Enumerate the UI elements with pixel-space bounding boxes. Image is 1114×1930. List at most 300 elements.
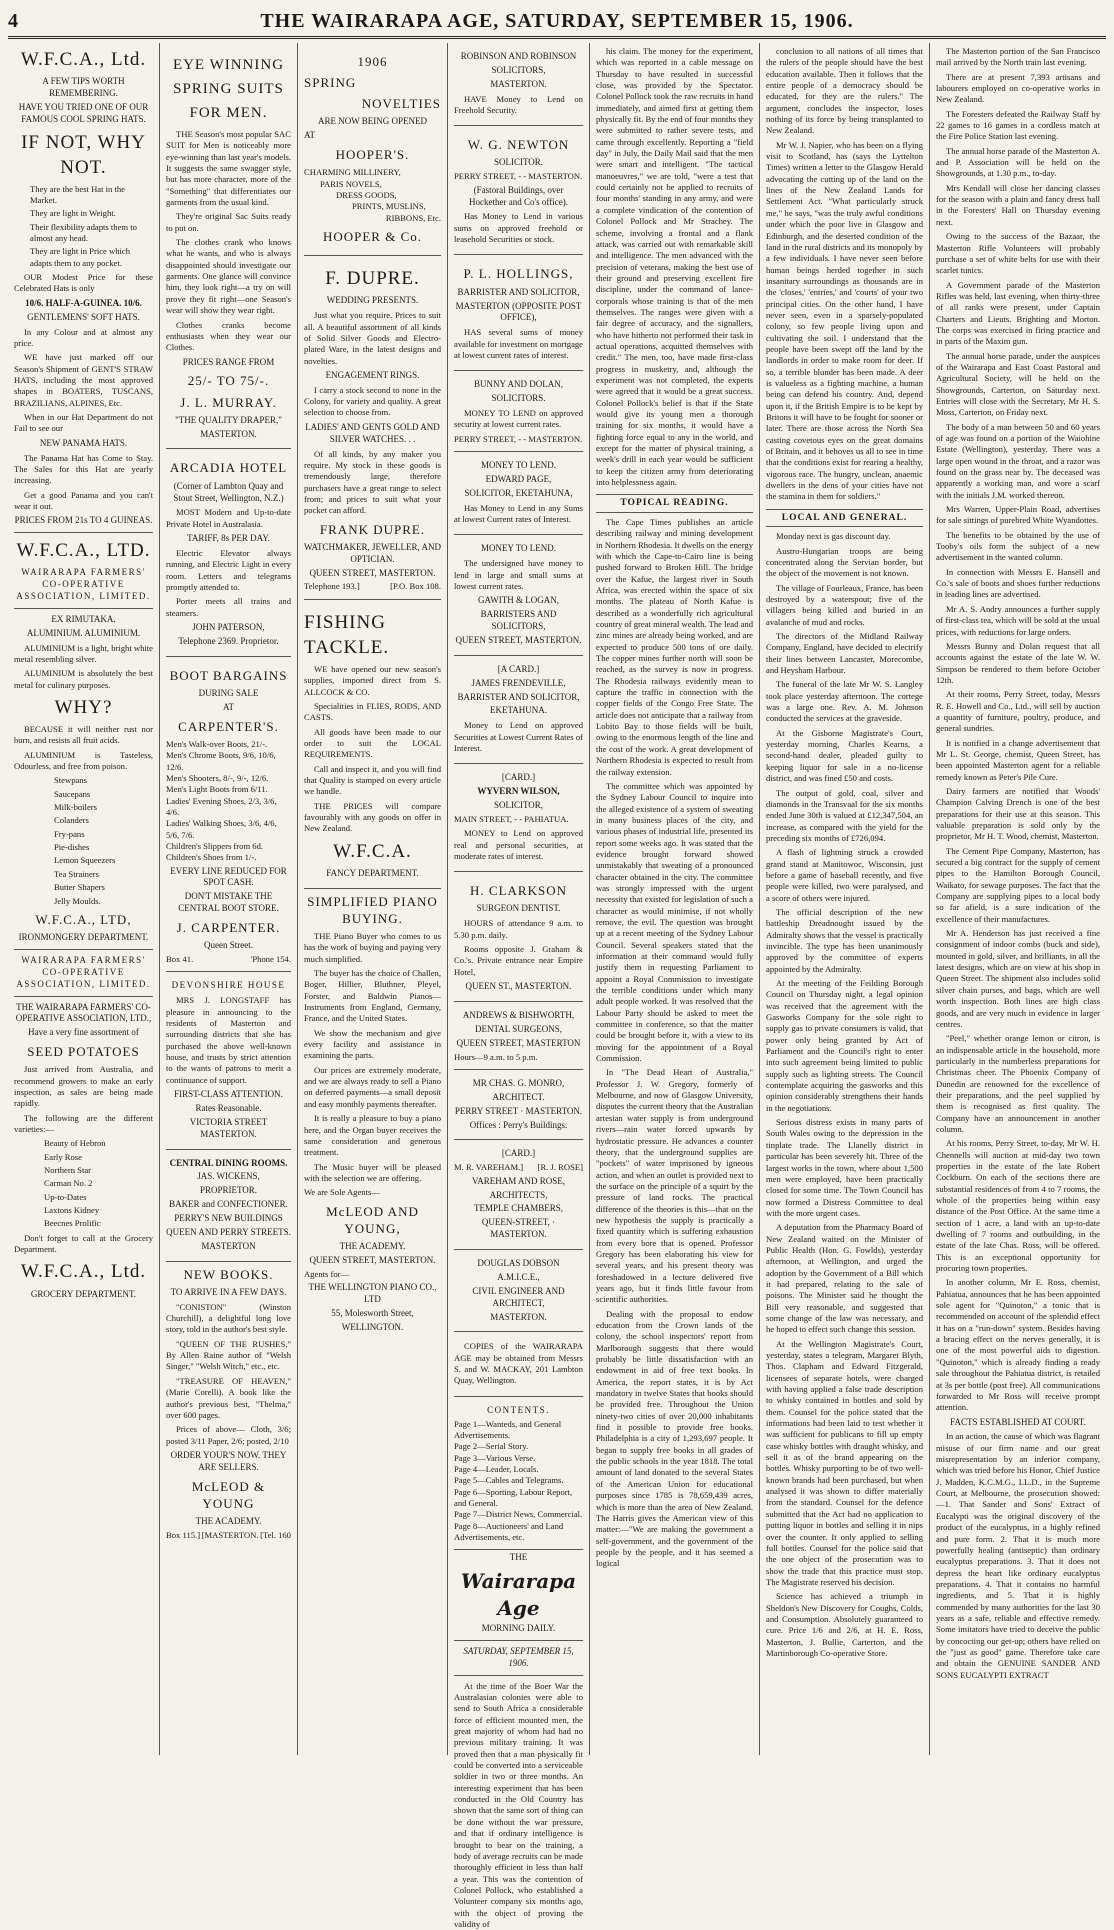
newton-body: Has Money to Lend in various sums on approved freehold or leasehold Securities or stock. — [454, 211, 583, 245]
andrews-hours: Hours—9 a.m. to 5 p.m. — [454, 1051, 538, 1062]
suits-ad — [166, 43, 291, 449]
topical-p5: Dealing with the proposal to endow education from the Crown lands of the colony, the school inspectors' report from Marlborough suggests that there would probably be little dissatisfaction with an endowment in aid of free text books. In America, the report states, it is by Act mandatory in twelve States that books should be provided free. Throughout the Union ninety-two cities of over 20,000 inhabitants find it possible to provide free books. Philadelphia is a city of 1,293,697 people. It began to supply free books in all grades of the public schools in the year 1818. The total amount of land donated to the several States of the American Union for educational purposes since 1785 is 78,659,439 acres, which is more than the area of New Zealand. The Harris gives the American view of this matter:—"We are making the government a self-government, and the government of the people by the people, and it has seemed a logical — [596, 1308, 753, 1569]
suits-p2: They're original Sac Suits ready to put on. — [166, 211, 291, 233]
devon-heading: DEVONSHIRE HOUSE — [171, 980, 286, 991]
arcadia-porter: Porter meets all trains and steamers. — [166, 596, 291, 618]
wyvern-street: MAIN STREET, - - PAHIATUA. — [454, 813, 569, 824]
novelties: NOVELTIES — [361, 96, 441, 112]
mcleod-name: McLEOD & YOUNG — [191, 1478, 266, 1511]
card-label: [CARD.] — [501, 772, 536, 783]
list-item: The annual horse parade of the Masterton A. and P. Association will be held on the Showgrounds, at 1.30 p.m., to-day. — [936, 145, 1100, 179]
mcleod-tel: [Tel. 160 — [260, 1529, 291, 1540]
piano-p6: The Music buyer will be pleased with the selection we are offering. — [304, 1161, 441, 1183]
clarkson-card — [454, 872, 583, 1002]
card-label: [A CARD.] — [497, 663, 540, 674]
year: 1906 — [357, 54, 388, 69]
hollings-sub: BARRISTER AND SOLICITOR, — [457, 286, 580, 297]
list-item: They are light in Price which adapts them to any pocket. — [30, 246, 130, 268]
list-item: Page 7—District News, Commercial. — [454, 1509, 583, 1520]
straw-hats-body: WE have just marked off our Season's Shipment of GENT'S STRAW HATS, including the most approved shapes in BOATERS, TUSCANS, BRAZILIANS, ALPINES, Etc. — [14, 352, 153, 408]
list-item: The benefits to be obtained by the use of Tooby's oils form the subject of a new advertisement in the wanted column. — [936, 529, 1100, 563]
fishing-p4: THE PRICES will compare favourably with any goods on offer in New Zealand. — [304, 800, 441, 834]
tips-line: A FEW TIPS WORTH REMEMBERING. — [42, 76, 125, 98]
clarkson-rooms: Rooms opposite J. Graham & Co.'s. Private entrance near Empire Hotel, — [454, 944, 583, 977]
list-item: It is notified in a change advertisement that Mr L. St. George, chemist, Queen Street, has been appointed Masterton agent for a reliable remedy known as Peter's Pile Cure. — [936, 737, 1100, 782]
money2-address: QUEEN STREET, MASTERTON. — [455, 634, 582, 645]
soft-hats-heading: GENTLEMENS' SOFT HATS. — [27, 311, 140, 322]
brand-heading: W.F.C.A., Ltd. — [20, 49, 147, 70]
newton-card — [454, 126, 583, 255]
list-item: The funeral of the late Mr W. S. Langley took place yesterday afternoon. The cortege was a large one. Rev. A. M. Johnson conducted the services at the graveside. — [766, 679, 923, 724]
fishing-body: WE have opened our new season's supplies, imported direct from S. ALLCOCK & CO. — [304, 663, 441, 697]
dupre-watch: LADIES' AND GENTS GOLD AND SILVER WATCHES. . . — [305, 421, 440, 444]
money2-body: The undersigned have money to lend in large and small sums at lowest current rates. — [454, 558, 583, 591]
list-item: Carman No. 2 — [44, 1178, 93, 1189]
dining-trade: BAKER and CONFECTIONER. — [169, 1199, 288, 1210]
vareham-left: M. R. VAREHAM.] — [454, 1162, 524, 1173]
vareham-sub: ARCHITECTS, — [489, 1189, 548, 1200]
list-item: Children's Slippers from 6d. — [166, 840, 264, 851]
seed-intro: Have a very fine assortment of — [28, 1027, 139, 1038]
suits-heading: EYE WINNING SPRING SUITS FOR MEN. — [172, 57, 285, 121]
column-7 — [930, 43, 1106, 1755]
frend-name: JAMES FRENDEVILLE, — [471, 677, 566, 688]
facts-heading: FACTS ESTABLISHED AT COURT. — [950, 1416, 1086, 1427]
robinson-card — [454, 43, 583, 126]
column-3 — [298, 43, 448, 1755]
list-item: Their flexibility adapts them to almost any head. — [30, 221, 137, 244]
dining-prop: PROPRIETOR. — [199, 1185, 258, 1196]
list-item: Page 5—Cables and Telegrams. — [454, 1475, 564, 1486]
murray-sub: "THE QUALITY DRAPER," — [175, 414, 282, 425]
carpenter-street: Queen Street. — [204, 940, 253, 951]
copies-body: COPIES of the WAIRARAPA AGE may be obtained from Messrs S. and W. MACKAY, 201 Lambton Quay, Wellington. — [454, 1341, 583, 1386]
robinson-town: MASTERTON. — [490, 78, 547, 89]
panama-price: PRICES FROM 21s TO 4 GUINEAS. — [14, 515, 153, 526]
editorial-morning: MORNING DAILY. — [481, 1623, 556, 1634]
panama-tip: Get a good Panama and you can't wear it out. — [14, 489, 153, 511]
prices-range: 25/- TO 75/-. — [187, 373, 270, 389]
dining-ad — [166, 1150, 291, 1262]
mcleod-sub: THE ACADEMY. — [195, 1515, 262, 1526]
dobson-name: DOUGLAS DOBSON — [477, 1258, 560, 1268]
dupre-watch-body: Of all kinds, by any maker you require. My stock in these goods is tremendously large, therefore purchasers have a great range to select from; and prices to suit what your pocket can afford. — [304, 448, 441, 516]
list-item: Laxtons Kidney — [44, 1205, 100, 1216]
piano-p5: It is really a pleasure to buy a piano here, and the Organ buyer receives the same consideration and generous treatment. — [304, 1113, 441, 1158]
dobson-card — [454, 1250, 583, 1332]
piano-ad — [304, 893, 441, 1334]
card-label: [CARD.] — [501, 1148, 536, 1159]
frend-body: Money to Lend on approved Securities at Lowest Current Rates of Interest. — [454, 720, 583, 753]
list-item: Mrs Kendall will close her dancing classes for the season with a plain and fancy dress ball in the Foresters' Hall on Thursday evening next. — [936, 182, 1100, 227]
murray-place: MASTERTON. — [200, 428, 257, 439]
carpenter-phone: 'Phone 154. — [250, 954, 291, 965]
money1-who: EDWARD PAGE, — [485, 473, 552, 484]
at: AT — [304, 130, 315, 141]
wyvern-sub: SOLICITOR, — [493, 800, 544, 811]
books-prices: Prices of above— Cloth, 3/6; posted 3/11 Paper, 2/6; posted, 2/10 — [166, 1424, 291, 1446]
piano-p1: THE Piano Buyer who comes to us has the work of buying and paying very much simplified. — [304, 931, 441, 964]
contents-heading: CONTENTS. — [487, 1404, 550, 1415]
dobson-town: MASTERTON. — [490, 1311, 547, 1322]
frank-sub: WATCHMAKER, JEWELLER, AND OPTICIAN. — [304, 541, 441, 564]
list-item: "Peel," whether orange lemon or citron, is an indispensable article in the household, more particularly in the numberless preparations for Christmas cheer. The Phoenix Company of Dunedin are renowned for the excellence of their preparations, and the peel supplied by them is recognised as first quality. The Company have an announcement in another column. — [936, 1033, 1100, 1134]
list-item: The body of a man between 50 and 60 years of age was found on a portion of the Waiohine Estate (Wellington), yesterday. There was a large open wound in the throat, and a razor was found on the grass near by. The deceased was apparently a working man, and wore a scarf with the initials J.M. worked thereon. — [936, 421, 1100, 500]
list-item: Ladies' Walking Shoes, 3/6, 4/6, 5/6, 7/6. — [166, 818, 277, 840]
book-2: "QUEEN OF THE RUSHES," By Allen Raine author of "Welsh Singer," "Welsh Witch," etc., etc. — [166, 1338, 291, 1372]
grocery-dept: GROCERY DEPARTMENT. — [30, 1288, 137, 1299]
list-item: In connection with Messrs E. Hansell and Co.'s sale of boots and shoes further reductions in leading lines are advertised. — [936, 566, 1100, 600]
list-item: Beauty of Hebron — [44, 1138, 106, 1149]
piano-agents-for: Agents for— — [304, 1268, 350, 1279]
vareham-card — [454, 1140, 583, 1250]
list-item: Page 6—Sporting, Labour Report, and General. — [454, 1486, 573, 1509]
list-item: The annual horse parade, under the auspices of the Wairarapa and East Coast Pastoral and Agricultural Society, will be held on the Showgrounds, Carterton, on Saturday next. Entries will close with the Secretary, Mr H. S. Moss, Carterton, on Friday next. — [936, 350, 1100, 418]
wyvern-name: WYVERN WILSON, — [477, 786, 560, 797]
prices-label: PRICES RANGE FROM — [182, 356, 275, 367]
monro-name: MR CHAS. G. MONRO, — [472, 1077, 565, 1088]
list-item: Page 1—Wanteds, and General Advertisements. — [454, 1418, 562, 1440]
clarkson-sub: SURGEON DENTIST. — [476, 903, 561, 914]
arcadia-tel: Telephone 2369. Proprietor. — [178, 635, 279, 646]
list-item: Up-to-Dates — [44, 1191, 87, 1202]
frend-sub: BARRISTER AND SOLICITOR, — [457, 691, 580, 702]
list-item: There are at present 7,393 artisans and labourers employed on co-operative works in New Zealand. — [936, 71, 1100, 105]
monro-card — [454, 1070, 583, 1141]
mcleod-town: [MASTERTON. — [201, 1529, 259, 1540]
newton-sub: SOLICITOR. — [493, 157, 544, 168]
seed-heading: SEED POTATOES — [27, 1044, 140, 1060]
andrews-name: ANDREWS & BISHWORTH, — [462, 1009, 575, 1020]
editorial-the: THE — [509, 1552, 528, 1563]
money2-who: GAWITH & LOGAN, — [477, 595, 559, 606]
leader-continued: his claim. The money for the experiment, which was reported in a cable message on Thursday to have resulted in successful close, was provided by the Spectator. Colonel Pollock took the raw recruits in hand immediately, and aimed first at getting them physically fit. By the end of four months they were submitted to rather severe tests, and came through excellently. Reporting a "field day" in July, the Daily Mail said that the men were smart and intelligent. "The tactical manoeuvres," we are told, "were a test that could certainly not be applied to recruits of four months' standing in any army, and were a complete vindication of the contention of Colonel Pollock and Mr Strachey. The scheme, involving a frontal and a flank attack, was carried out with remarkable skill and intelligence. The men advanced with the precision of veterans, making the best use of their ground and preserving excellent fire discipline, under the command of lance-corporals whose training is that of the men themselves. The ranges were given with a fair degree of accuracy, and the signallers, who have hitherto not performed their task in actual operations, acquitted themselves with credit." The men, too, have made first-class progress in musketry, and, although the experiment was not completed, the experts were agreed that it would be a great success. Colonel Pollock's belief is that if the State would give its young men a thorough training for six months, it would have a fighting force equal to any in the world, and except for the matter of physical training, a week's drill in each year would be sufficient to keep the citizen army from deteriorating into helplessness again. — [596, 46, 753, 488]
hooper-ad — [304, 43, 441, 256]
books-heading: NEW BOOKS. — [183, 1266, 274, 1282]
list-item: A Government parade of the Masterton Rifles was held, last evening, when thirty-three of all ranks were present, under Captain Charters and Lieuts. Brighting and Morton. The corps was exercised in firing practice and in parts of the Maxim gun. — [936, 279, 1100, 347]
list-item: PRINTS, MUSLINS, — [352, 201, 426, 212]
list-item: Owing to the success of the Bazaar, the Masterton Rifle Volunteers will probably purchase a set of white belts for use with their scarlet tunics. — [936, 231, 1100, 276]
aluminium-line-3: ALUMINIUM is Tasteless, Odourless, and free from poison. — [14, 749, 153, 772]
andrews-street: QUEEN STREET, MASTERTON — [456, 1037, 581, 1048]
list-item: Fry-pans — [54, 828, 85, 839]
dupre-eng: ENGAGEMENT RINGS. — [325, 369, 420, 380]
list-item: Men's Chrome Boots, 9/6, 10/6, 12/6. — [166, 750, 276, 772]
fishing-p2: All goods have been made to our order to suit the LOCAL REQUIREMENTS. — [304, 726, 441, 760]
boot-ad — [166, 657, 291, 973]
money1-sub: SOLICITOR, EKETAHUNA, — [464, 487, 573, 498]
topical-p3: The committee which was appointed by the Sydney Labour Council to inquire into the alleged existence of a system of sweating in many business places of the city, and various phases of industrial life, presented its report some weeks ago. It was stated that the evidence brought forward showed unmistakably that sweating of a pronounced character obtained in the city. The committee was strongly impressed with the urgent necessity that existed for legislation of such a character as would minimise, if not wholly remove, the evil. The question was brought up at a recent meeting of the Sydney Labour Council. Several speakers stated that the information at their command would fully justify them in requesting Parliament to appoint a Royal Commission to investigate the terrible conditions under which many adult people worked. It was resolved that the Labour Party should be asked to meet the committee in conference, so that the matter could be brought before it, with a view to its moving for the appointment of a Royal Commission. — [596, 780, 753, 1064]
monro-sub: ARCHITECT. — [492, 1091, 545, 1102]
farmers-coop: THE WAIRARAPA FARMERS' CO-OPERATIVE ASSOCIATION, LTD., — [15, 1001, 152, 1024]
list-item: Tea Strainers — [54, 868, 99, 879]
list-item: At the Gisborne Magistrate's Court, yesterday morning, Charles Kearns, a second-hand dealer, pleaded guilty to keeping liquor for sale in a no-license district, and was fined £50 and costs. — [766, 727, 923, 784]
list-item: At his rooms, Perry Street, to-day, Mr W. H. Chennells will auction at mid-day two town properties in the estate of the late Robert Cockburn. On each of the sections there are substantial residences of from 4 to 7 rooms, the whole of the properties being within easy distance of the Post Office. At the same time a section of 1 acre, a land with an up-to-date dwelling of 7 rooms and outbuilding, in the estate of the late Chas. Ross, will be offered. This is an exceptional opportunity for procuring town properties. — [936, 1138, 1100, 1274]
varieties-list — [14, 1138, 153, 1229]
dupre-heading: F. DUPRE. — [325, 268, 420, 290]
suits-body: THE Season's most popular SAC SUIT for Men is noticeably more eye-winning than last year's models. It suggests the same swagger style, but has more character, more of the "Something" that differentiates our garments from the usual kind. — [166, 129, 291, 208]
column-2 — [160, 43, 298, 1755]
piano-mcleod: McLEOD AND YOUNG, — [326, 1203, 419, 1236]
frank-box: [P.O. Box 108. — [390, 581, 441, 592]
page-number: 4 — [8, 9, 18, 32]
association-name-2: WAIRARAPA FARMERS' CO-OPERATIVE ASSOCIATION, LIMITED. — [16, 954, 151, 989]
dining-owner: JAS. WICKENS, — [197, 1171, 260, 1182]
list-item: Beecnes Prolific — [44, 1218, 101, 1229]
list-item: The directors of the Midland Railway Company, England, have decided to electrify their lines between Lancaster, Morecombe, and Heysham Harbour. — [766, 631, 923, 676]
hat-dept-line: When in our Hat Department do not Fail to see our — [14, 411, 153, 434]
list-item: Stewpans — [54, 775, 87, 786]
boot-heading: BOOT BARGAINS — [169, 667, 288, 683]
piano-street: QUEEN STREET, MASTERTON. — [309, 1254, 436, 1265]
local-general-heading: LOCAL AND GENERAL. — [766, 509, 923, 528]
column-5 — [590, 43, 760, 1755]
arcadia-address: (Corner of Lambton Quay and Stout Street, Wellington, N.Z.) — [173, 480, 284, 503]
list-item: Messrs Bunny and Dolan request that all accounts against the estate of the late W. W. Simpson be rendered to them before October 12th. — [936, 640, 1100, 685]
robinson-name: ROBINSON AND ROBINSON — [460, 51, 577, 61]
list-item: The Foresters defeated the Railway Staff by 22 games to 16 games in a cordless match at the Fire Police Station last evening. — [936, 108, 1100, 142]
list-item: At the Wellington Magistrate's Court, yesterday, states a telegram, Margaret Blyth, Thos. Clapham and Edward Fitzgerald, licensees of separate hotels, were charged with having applied a false trade description to whisky contained in bottles and sold by them. Counsel for the police stated that the informations had been laid to test whether it was sufficient for publicans to fill up empty case whisky bottles with draught whisky, and sell it as of the brand appearing on the bottles. Whisky purporting to be of two well-known brands had been purchased, but when analysed it was shown to differ materially from the standard. Counsel for the defence submitted that the Act had no application to putting liquor in bottles and selling it in nips over the counter. It only applied to selling full bottles. Counsel for the police said that the one object of the prosecution was to show the trade that this practice must stop. The Magistrate reserved his decision. — [766, 1338, 923, 1587]
dupre-wedding: WEDDING PRESENTS. — [326, 295, 419, 306]
list-item: Serious distress exists in many parts of South Wales owing to the depression in the tinplate trade. The Llanelly district in particular has been severely hit. Three of the largest works in the town, where about 1,500 men were employed, have been practically closed for some time. The Town Council has now formed a Distress Committee to deal with the more urgent cases. — [766, 1117, 923, 1218]
brand-heading-2: W.F.C.A., LTD. — [16, 540, 151, 562]
list-item: Pie-dishes — [54, 842, 90, 853]
frank-tel: Telephone 193.] — [304, 581, 360, 592]
list-item: Men's Walk-over Boots, 21/-. — [166, 738, 268, 749]
list-item: Mr A. S. Andry announces a further supply of first-class tea, which will be sold at the usual prices, with reductions for large orders. — [936, 603, 1100, 637]
aluminium-items — [14, 775, 153, 906]
list-item: The Masterton portion of the San Francisco mail arrived by the North train last evening. — [936, 46, 1100, 68]
dining-town: MASTERTON — [201, 1240, 256, 1251]
frank-dupre: FRANK DUPRE. — [319, 521, 426, 537]
napier-letter: Mr W. J. Napier, who has been on a flying visit to Scotland, has (says the Lyttelton Times) written a letter to the Glasgow Herald advocating the cutting up of the land on the lines of the New Zealand Lands for Settlement Act. "What particularly struck me," he says, "was the truly awful conditions under which the poor live in Glasgow and Edinburgh, and the deserted condition of the land in the rural districts and its monopoly by a few individuals. I have never seen before human beings herded together in such insanitary surroundings as thousands are in the 'closes,' 'entries,' and 'courts' of your two principal cities. On the other hand, I have never seen, even in a sparsely-populated colony, so few people living upon and cultivating the soil. I understand that the people have been swept off the land by the landlords in order to make room for deer. If so, a terrible blunder has been made. A deer is valueless as a fighting machine, a human being can defend his country. And, depend upon it, if the British Empire is to be kept by Britons it will have to be fought for sooner or later. There are those across the North Sea casting covetous eyes on the great domains of Britain, and it behoves us all to see in time that the conditions exist for rearing a healthy, vigorous race. The hungry, unclean, anaemic dwellers in the dens of your cities have not the stamina in them for soldiers." — [766, 139, 923, 502]
list-item: Northern Star — [44, 1165, 92, 1176]
hooper-co: HOOPER & Co. — [322, 229, 423, 245]
list-item: Dairy farmers are notified that Woods' Champion Calving Drench is one of the best preparations for their use at this season. This valuable preparation is sold only by the proprietor, Mr H. T. Wood, chemist, Masterton. — [936, 785, 1100, 842]
list-item: DRESS GOODS, — [336, 190, 397, 201]
soft-hats-body: In any Colour and at almost any price. — [14, 326, 153, 348]
list-item: They are the best Hat in the Market. — [30, 183, 125, 206]
arcadia-heading: ARCADIA HOTEL — [169, 460, 288, 476]
list-item: Milk-boilers — [54, 802, 97, 813]
list-item: Early Rose — [44, 1151, 82, 1162]
arcadia-elec: Electric Elevator always running, and Electric Light in every room. Letters and telegrams promptly attended to. — [166, 547, 291, 592]
list-item: Ladies' Evening Shoes, 2/3, 3/6, 4/6. — [166, 795, 277, 817]
price-line: 10/6. HALF-A-GUINEA. 10/6. — [25, 297, 142, 308]
piano-agents: We are Sole Agents— — [304, 1187, 380, 1198]
brand-heading-4: W.F.C.A., Ltd. — [20, 1261, 147, 1283]
book-1: "CONISTON" (Winston Churchill), a delightful long love story, told in the author's best style. — [166, 1301, 291, 1335]
list-item: Page 4—Leader, Locals. — [454, 1464, 539, 1474]
list-item: They are light in Weight. — [30, 208, 116, 219]
devonshire-ad — [166, 972, 291, 1149]
murray-name: J. L. MURRAY. — [180, 394, 277, 410]
dobson-sub: A.M.I.C.E., — [497, 1271, 540, 1282]
piano-address: 55, Molesworth Street, — [331, 1307, 414, 1318]
hollings-card — [454, 255, 583, 371]
masthead — [8, 6, 1106, 39]
topical-heading: TOPICAL READING. — [596, 494, 753, 513]
cool-hats-line: HAVE YOU TRIED ONE OF OUR FAMOUS COOL SPRING HATS. — [18, 101, 149, 124]
fishing-ad — [304, 600, 441, 889]
list-item: At their rooms, Perry Street, today, Messrs R. E. Howell and Co., Ltd., will sell by auction a quantity of furniture, poultry, produce, and general sundries. — [936, 689, 1100, 734]
clarkson-name: H. CLARKSON — [470, 883, 567, 899]
fishing-p3: Call and inspect it, and you will find that Quality is stamped on every article we handle. — [304, 763, 441, 797]
list-item: Jelly Moulds. — [54, 895, 101, 906]
newton-address: (Fastoral Buildings, over Hockether and Co's office). — [469, 184, 568, 207]
clarkson-street: QUEEN ST., MASTERTON. — [465, 981, 572, 992]
contents-box — [454, 1397, 583, 1551]
carpenter-box: Box 41. — [166, 954, 194, 965]
fishing-heading: FISHING TACKLE. — [304, 611, 390, 658]
vareham-right: [R. J. ROSE] — [537, 1162, 583, 1173]
money1-heading: MONEY TO LEND. — [480, 460, 557, 471]
brand-heading-3: W.F.C.A., LTD, — [35, 911, 132, 927]
seed-body: Just arrived from Australia, and recommend growers to make an early inspection, as sales are being made rapidly. — [14, 1064, 153, 1109]
piano-p4: Our prices are extremely moderate, and we are always ready to sell a Piano on deferred payments—a small deposit and easy monthly payments thereafter. — [304, 1064, 441, 1109]
list-item: Mr A. Henderson has just received a fine consignment of indoor combs (buck and side), mounted in gold, silver, and brilliants, in all the latest designs, which are on view at his shop in Queen Street. The shipment also includes solid silver chain purses, and bags, which are well worth inspection. Both lines are high class goods, and are very much in evidence in larger centres. — [936, 928, 1100, 1029]
panama-body: The Panama Hat has Come to Stay. The Sales for this Hat are yearly increasing. — [14, 452, 153, 486]
list-item: A deputation from the Pharmacy Board of New Zealand waited on the Minister of Public Health (Hon. G. Fowlds), yesterday afternoon, at Wellington, and urged the adoption by the Government of a Bill which it had prepared, relating to the sale of poisons. The Minister said he thought the Bill very reasonable, and suggested that some change of the law was necessary, and he hoped to effect such change this session. — [766, 1222, 923, 1335]
bunny-body: MONEY TO LEND on approved security at lowest current rates. — [454, 408, 583, 430]
dupre-ad — [304, 256, 441, 600]
robinson-sub: SOLICITORS, — [491, 64, 546, 75]
vareham-street: QUEEN-STREET, · MASTERTON. — [481, 1217, 556, 1240]
list-item: Page 8—Auctioneers' and Land Advertisements, etc. — [454, 1520, 564, 1543]
why-heading: WHY? — [54, 696, 113, 718]
column-4 — [448, 43, 590, 1929]
list-item: The official description of the new battleship Dreadnought issued by the Admiralty shows that the vessel is practically invincible. The type has been unanimously approved by the committee of experts appointed by the Admiralty. — [766, 906, 923, 974]
money2-sub: BARRISTERS AND SOLICITORS, — [480, 609, 557, 632]
arcadia-body: MOST Modern and Up-to-date Private Hotel in Australasia. — [166, 507, 291, 529]
list-item: A flash of lightning struck a crowded grand stand at Manitowoc, Wisconsin, just before a game of baseball recently, and five people were killed, two were paralysed, and a score of others were injured. — [766, 847, 923, 903]
aluminium-ship: EX RIMUTAKA. — [51, 613, 116, 624]
list-item: CHARMING MILLINERY, — [304, 167, 401, 178]
boot-shop: CARPENTER'S. — [178, 718, 279, 734]
boot-mistake: DON'T MISTAKE THE CENTRAL BOOT STORE. — [178, 891, 279, 914]
list-item: Butter Shapers — [54, 882, 105, 893]
aluminium-line-2: ALUMINIUM is absolutely the best metal for culinary purposes. — [14, 668, 153, 690]
panama-heading: NEW PANAMA HATS. — [39, 437, 128, 448]
topical-p2: The Cape Times publishes an article describing railway and mining development in Northern Rhodesia. It dwells on the energy with which the Cape-to-Cairo line is being pushed forward to Broken Hill. The bridge over the Kafue, the largest river in South Africa, was erected within the space of six months. The plateau of North Kafue is described as a wonderfully rich agricultural country of great mineral wealth. The lead and zinc mines are already being worked, and are expected to produce 500 tons of ore daily. The copper mines further north will soon be reached, as the survey is now in progress. The Rhodesia railways evidently mean to capture the traffic in connection with the copper fields of the Congo Free State. The article does not anticipate that a railway from Lobito Bay to those fields will be built, owing to the enormous length of the line and the cost of the work. A great development of Northern Rhodesia is expected to result from the railway extension. — [596, 516, 753, 777]
wilson-card — [454, 764, 583, 872]
devon-rates: Rates Reasonable. — [195, 1102, 262, 1113]
column-1 — [8, 43, 160, 1755]
bunny-street: PERRY STREET, - - MASTERTON. — [454, 433, 583, 444]
frendeville-card — [454, 656, 583, 765]
wfca-heading: W.F.C.A. — [333, 840, 412, 862]
topical-p4: In "The Dead Heart of Australia," Professor J. W. Gregory, formerly of Melbourne, and now of Glasgow University, disputes the current theory that the Australian artesian water supply is from underground rivers—rain water forced upwards by hydrostatic pressure. He advances a counter theory, that the underground supplies are "pockets" of water imprisoned by igneous action, and when an outlet is provided next to the surface on the principle of a squirt by the pressure of land rocks. The practical difference of the theories is this—that on the new hypothesis the supply is practically a fixed quantity which is suffering exhaustion from every bore that is opened. Professor Gregory has been elaborating his view for several years, and his present theory was foreshadowed in a lecture delivered five years ago, but it finds little favour from scientific authorities. — [596, 1067, 753, 1305]
topical-continued: conclusion to all nations of all times that the rulers of the people should have the best education available. Then it follows that the entire people of a democracy should be educated, for they are the rulers." The argument, concludes the inspector, loses nothing of its force by being transplanted to New Zealand. — [766, 46, 923, 136]
list-item: Men's Shooters, 8/-, 9/-, 12/6. — [166, 772, 269, 783]
leader-p1: At the time of the Boer War the Australasian colonies were able to send to South Africa a considerable force of efficient mounted men, the great majority of whom had had no previous military training. It was proved then that a man physically fit could be converted into a serviceable soldier in two or three months. An interesting experiment that has been conducted in the Old Country has shown that the same sort of thing can be done without the war pressure, and that if ordinary intelligence is brought to bear on the training, a body of average recruits can be made thoroughly efficient in less than half a year. This was the contention of Colonel Pollock, who established a Volunteer company six months ago, with the object of proving the validity of — [454, 1680, 583, 1929]
hollings-body: HAS several sums of money available for investment on mortgage at lowest current rates of interest. — [454, 327, 583, 360]
arcadia-tariff: TARIFF, 8s PER DAY. — [187, 533, 270, 544]
gawith-card — [454, 535, 583, 655]
dupre-eng-body: I carry a stock second to none in the Colony, for variety and quality. A great selection to choose from. — [304, 384, 441, 418]
dupre-wedding-body: Just what you require. Prices to suit all. A beautiful assortment of all kinds of Solid Silver Goods and Electro-plated Ware, in the latest designs and novelties. — [304, 310, 441, 366]
because-line: BECAUSE it will neither rust nor burn, and resists all fruit acids. — [14, 724, 153, 746]
arcadia-owner: JOHN PATERSON, — [192, 622, 265, 632]
list-item: RIBBONS, Etc. — [385, 212, 441, 223]
list-item: PARIS NOVELS, — [320, 178, 382, 189]
suits-p4: Clothes cranks become enthusiasts when they wear our Clothes. — [166, 319, 291, 353]
hoopers: HOOPER'S. — [335, 147, 410, 163]
monro-offices: Offices : Perry's Buildings. — [469, 1119, 568, 1130]
carpenter-name: J. CARPENTER. — [176, 920, 281, 936]
association-name: WAIRARAPA FARMERS' CO-OPERATIVE ASSOCIATION, LIMITED. — [16, 567, 151, 601]
wyvern-body: MONEY to Lend on approved real and personal securities, at moderate rates of interest. — [454, 828, 583, 861]
piano-co: THE WELLINGTON PIANO CO., LTD — [308, 1281, 437, 1304]
piano-p2: The buyer has the choice of Challen, Boger, Hillier, Bluthner, Pleyel, Forster, and Baldwin Pianos—Instruments from England, Germany, France, and the United States. — [304, 968, 441, 1024]
frend-town: EKETAHUNA. — [489, 705, 548, 716]
devon-class: FIRST-CLASS ATTENTION. — [174, 1089, 283, 1100]
piano-heading: SIMPLIFIED PIANO BUYING. — [307, 893, 438, 926]
monro-street: PERRY STREET · MASTERTON. — [454, 1105, 583, 1116]
list-item: Men's Light Boots from 6/11. — [166, 784, 268, 795]
list-item: Colanders — [54, 815, 89, 826]
arcadia-ad — [166, 449, 291, 656]
newton-street: PERRY STREET, - - MASTERTON. — [454, 171, 583, 182]
money1-body: Has Money to Lend in any Sums at lowest Current rates of Interest. — [454, 502, 583, 525]
list-item: The output of gold, coal, silver and diamonds in the Transvaal for the six months ended June 30th is valued at £12,347,504, an increase, as compared with the yield for the preceding six months of £726,094. — [766, 787, 923, 843]
money2-heading: MONEY TO LEND. — [480, 543, 557, 554]
list-item: Mrs Warren, Upper-Plain Road, advertises for sale sittings of purebred White Wyandottes. — [936, 504, 1100, 526]
andrews-sub: DENTAL SURGEONS, — [475, 1023, 562, 1034]
mcleod-box: Box 115.] — [166, 1529, 201, 1540]
books-sub: TO ARRIVE IN A FEW DAYS. — [170, 1286, 287, 1297]
list-item: Science has achieved a triumph in Sheldon's New Discovery for Coughs, Colds, and Consumption. Absolutely guaranteed to cure. Price 1/6 and 2/6, at H. E. Ross, Masterton, J. Bullie, Carterton, and the Martinborough Co-operative Store. — [766, 1591, 923, 1658]
varieties-intro: The following are the different varieties:— — [14, 1112, 153, 1135]
dining-bldg: PERRY'S NEW BUILDINGS — [174, 1213, 283, 1224]
modest-price: OUR Modest Price for these Celebrated Hats is only — [14, 272, 153, 294]
piano-academy: THE ACADEMY. — [339, 1240, 406, 1251]
fishing-spec: Specialities in FLIES, RODS, AND CASTS. — [304, 700, 441, 723]
piano-p3: We show the mechanism and give every facility and assistance in examining the parts. — [304, 1027, 441, 1061]
list-item: At the meeting of the Feilding Borough Council on Thursday night, a legal opinion was received that the agreement with the Gasworks Company for the sole right to supply gas to private consumers is valid, that power only being granted by Act of Parliament and the Council's right to enter into such agreement being limited to public supply such as lighting streets. The Council contemplate acquiring the gasworks and this opinion considerably strengthens their hands in the negotiations. — [766, 978, 923, 1113]
facts-body: In an action, the cause of which was flagrant misuse of our firm name and our great misrepresentation by an inferior company, which was tried before his Honor, Chief Justice J. Madden, K.C.M.G., LL.D., in the Supreme Court, at Melbourne, the prosecution showed:—1. That Sander and Sons' Extract of Eucalypti was the original discovery of the product of the eucalyptus, in a highly refined and pure form. 2. That it is much more powerfully healing (antiseptic) than ordinary eucalyptus preparations. 3. That it does not depress the heart like ordinary eucalyptus preparations. 4. That it contains no harmful ingredients, and 5. That it is highly commended by many authorities for the last 30 years as a safe, reliable and effective remedy. Some imitators have tried to deceive the public by concocting our get-up; others have relied on the "just as good" game. Therefore take care and obtain the GENUINE SANDER AND SONS EUCALYPTI EXTRACT — [936, 1431, 1100, 1680]
aluminium-title: ALUMINIUM. ALUMINIUM. — [26, 627, 141, 638]
ironmongery-dept: IRONMONGERY DEPARTMENT. — [18, 932, 149, 943]
spring: SPRING — [304, 75, 357, 91]
dining-streets: QUEEN AND PERRY STREETS. — [166, 1226, 291, 1237]
bunny-sub: SOLICITORS. — [491, 393, 546, 404]
boot-reduced: EVERY LINE REDUCED FOR SPOT CASH. — [170, 865, 287, 888]
if-not-heading: IF NOT, WHY NOT. — [21, 131, 146, 178]
newspaper-title: THE WAIRARAPA AGE, SATURDAY, SEPTEMBER 15, 1906. — [260, 9, 854, 32]
piano-city: WELLINGTON. — [341, 1321, 404, 1332]
book-3: "TREASURE OF HEAVEN," (Marie Corelli). A book like the author's previous best, "Thelma," over 600 pages. — [166, 1375, 291, 1420]
dining-heading: CENTRAL DINING ROOMS. — [169, 1157, 288, 1168]
vareham-name: VAREHAM AND ROSE, — [471, 1175, 566, 1186]
boot-sub: DURING SALE — [198, 687, 259, 698]
list-item: Lemon Squeezers — [54, 855, 116, 866]
robinson-body: HAVE Money to Lend on Freehold Security. — [454, 93, 583, 115]
devon-body: MRS J. LONGSTAFF has pleasure in announcing to the residents of Masterton and surrounding districts that she has purchased the above well-known house, and trusts by strict attention to the wants of patrons to merit a continuance of support. — [166, 995, 291, 1085]
list-item: Page 3—Various Verse. — [454, 1452, 536, 1463]
suits-p3: The clothes crank who knows what he wants, and who is always disappointed should investigate our garments. One glance will convince him, they look right—a try on will prove they fit right—one Season's wear will show they wear right. — [166, 237, 291, 316]
boot-at: AT — [223, 701, 234, 712]
list-item: Austro-Hungarian troops are being concentrated along the Servian border, but the object of the movement is not known. — [766, 545, 923, 579]
list-item: Monday next is gas discount day. — [776, 531, 891, 542]
editorial-dateline: SATURDAY, SEPTEMBER 15, 1906. — [463, 1645, 574, 1668]
column-6 — [760, 43, 930, 1755]
list-item: In another column, Mr E. Ross, chemist, Pahiatua, announces that he has been appointed sole agent for "Quinoton," a tonic that is recommended on account of the splendid effect it has on a "run-down" system. Besides having a bracing effect on the nerves generally, it is one of the most powerful aids to digestion. "Quinoton," which is already finding a ready sale throughout the Pahiatua district, is retailed at 3s per bottle (post free). All communications forwarded to Mr Ross will receive prompt attention. — [936, 1277, 1100, 1413]
devon-address: VICTORIA STREET MASTERTON. — [189, 1116, 268, 1139]
list-item: The Cement Pipe Company, Masterton, has secured a big contract for the supply of cement pipes to the Hamilton Borough Council, Waikato, for sewage purposes. The fact that the Company are supplying pipes to a local body so far afield, is a sure indication of the excellence of their manufactures. — [936, 845, 1100, 924]
wfca-sub: FANCY DEPARTMENT. — [326, 867, 419, 878]
books-ad — [166, 1266, 291, 1541]
